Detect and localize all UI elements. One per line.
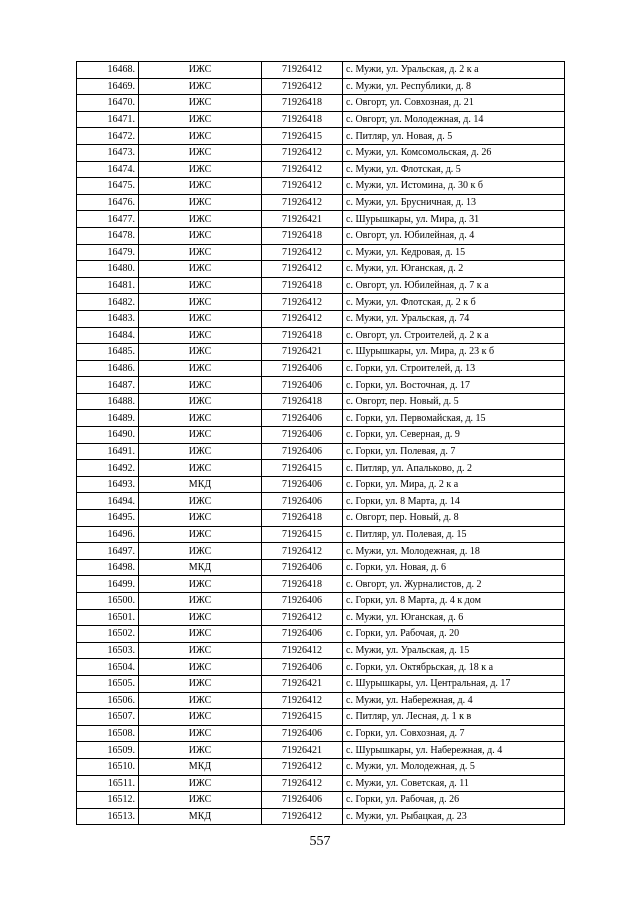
oktmo-code-cell: 71926406 bbox=[262, 792, 343, 809]
registry-table-body bbox=[77, 62, 565, 825]
building-type-cell: ИЖС bbox=[139, 642, 262, 659]
building-type-cell: ИЖС bbox=[139, 543, 262, 560]
table-row bbox=[77, 194, 565, 211]
table-row bbox=[77, 111, 565, 128]
building-type-cell: ИЖС bbox=[139, 178, 262, 195]
address-cell: с. Мужи, ул. Флотская, д. 5 bbox=[343, 161, 565, 178]
address-cell: с. Горки, ул. Восточная, д. 17 bbox=[343, 377, 565, 394]
row-number-cell: 16498. bbox=[77, 559, 139, 576]
oktmo-code-cell: 71926412 bbox=[262, 808, 343, 825]
row-number-cell: 16493. bbox=[77, 476, 139, 493]
address-cell: с. Овгорт, пер. Новый, д. 5 bbox=[343, 393, 565, 410]
table-row bbox=[77, 360, 565, 377]
row-number-cell: 16505. bbox=[77, 675, 139, 692]
building-type-cell: ИЖС bbox=[139, 111, 262, 128]
oktmo-code-cell: 71926415 bbox=[262, 526, 343, 543]
address-cell: с. Мужи, ул. Республики, д. 8 bbox=[343, 78, 565, 95]
address-cell: с. Горки, ул. Рабочая, д. 26 bbox=[343, 792, 565, 809]
building-type-cell: МКД bbox=[139, 758, 262, 775]
address-cell: с. Мужи, ул. Уральская, д. 15 bbox=[343, 642, 565, 659]
table-row bbox=[77, 709, 565, 726]
row-number-cell: 16477. bbox=[77, 211, 139, 228]
address-cell: с. Мужи, ул. Юганская, д. 2 bbox=[343, 261, 565, 278]
address-cell: с. Горки, ул. 8 Марта, д. 14 bbox=[343, 493, 565, 510]
row-number-cell: 16485. bbox=[77, 344, 139, 361]
building-type-cell: ИЖС bbox=[139, 792, 262, 809]
address-cell: с. Питляр, ул. Новая, д. 5 bbox=[343, 128, 565, 145]
oktmo-code-cell: 71926406 bbox=[262, 659, 343, 676]
address-cell: с. Горки, ул. Рабочая, д. 20 bbox=[343, 626, 565, 643]
address-cell: с. Мужи, ул. Кедровая, д. 15 bbox=[343, 244, 565, 261]
oktmo-code-cell: 71926406 bbox=[262, 559, 343, 576]
row-number-cell: 16500. bbox=[77, 593, 139, 610]
address-cell: с. Горки, ул. 8 Марта, д. 4 к дом bbox=[343, 593, 565, 610]
table-row bbox=[77, 211, 565, 228]
building-type-cell: ИЖС bbox=[139, 493, 262, 510]
row-number-cell: 16497. bbox=[77, 543, 139, 560]
building-type-cell: ИЖС bbox=[139, 626, 262, 643]
oktmo-code-cell: 71926406 bbox=[262, 725, 343, 742]
address-cell: с. Мужи, ул. Уральская, д. 2 к а bbox=[343, 62, 565, 79]
row-number-cell: 16503. bbox=[77, 642, 139, 659]
table-row bbox=[77, 294, 565, 311]
building-type-cell: ИЖС bbox=[139, 78, 262, 95]
table-row bbox=[77, 78, 565, 95]
row-number-cell: 16475. bbox=[77, 178, 139, 195]
address-cell: с. Мужи, ул. Истомина, д. 30 к б bbox=[343, 178, 565, 195]
address-cell: с. Овгорт, ул. Юбилейная, д. 4 bbox=[343, 227, 565, 244]
building-type-cell: ИЖС bbox=[139, 62, 262, 79]
oktmo-code-cell: 71926406 bbox=[262, 377, 343, 394]
building-type-cell: МКД bbox=[139, 808, 262, 825]
building-type-cell: МКД bbox=[139, 559, 262, 576]
row-number-cell: 16491. bbox=[77, 443, 139, 460]
oktmo-code-cell: 71926412 bbox=[262, 775, 343, 792]
oktmo-code-cell: 71926421 bbox=[262, 211, 343, 228]
oktmo-code-cell: 71926412 bbox=[262, 609, 343, 626]
address-cell: с. Шурышкары, ул. Центральная, д. 17 bbox=[343, 675, 565, 692]
building-type-cell: ИЖС bbox=[139, 609, 262, 626]
table-row bbox=[77, 742, 565, 759]
oktmo-code-cell: 71926406 bbox=[262, 360, 343, 377]
row-number-cell: 16469. bbox=[77, 78, 139, 95]
table-row bbox=[77, 244, 565, 261]
table-row bbox=[77, 161, 565, 178]
table-row bbox=[77, 576, 565, 593]
row-number-cell: 16486. bbox=[77, 360, 139, 377]
row-number-cell: 16468. bbox=[77, 62, 139, 79]
row-number-cell: 16490. bbox=[77, 427, 139, 444]
address-cell: с. Овгорт, ул. Совхозная, д. 21 bbox=[343, 95, 565, 112]
oktmo-code-cell: 71926412 bbox=[262, 758, 343, 775]
row-number-cell: 16470. bbox=[77, 95, 139, 112]
table-row bbox=[77, 675, 565, 692]
row-number-cell: 16473. bbox=[77, 144, 139, 161]
table-row bbox=[77, 95, 565, 112]
oktmo-code-cell: 71926406 bbox=[262, 410, 343, 427]
row-number-cell: 16484. bbox=[77, 327, 139, 344]
address-cell: с. Мужи, ул. Молодежная, д. 5 bbox=[343, 758, 565, 775]
oktmo-code-cell: 71926415 bbox=[262, 709, 343, 726]
address-cell: с. Питляр, ул. Апальково, д. 2 bbox=[343, 460, 565, 477]
table-row bbox=[77, 327, 565, 344]
row-number-cell: 16471. bbox=[77, 111, 139, 128]
table-row bbox=[77, 593, 565, 610]
table-row bbox=[77, 543, 565, 560]
oktmo-code-cell: 71926418 bbox=[262, 393, 343, 410]
address-cell: с. Горки, ул. Северная, д. 9 bbox=[343, 427, 565, 444]
row-number-cell: 16496. bbox=[77, 526, 139, 543]
oktmo-code-cell: 71926418 bbox=[262, 576, 343, 593]
address-cell: с. Мужи, ул. Брусничная, д. 13 bbox=[343, 194, 565, 211]
oktmo-code-cell: 71926421 bbox=[262, 344, 343, 361]
row-number-cell: 16488. bbox=[77, 393, 139, 410]
address-cell: с. Мужи, ул. Флотская, д. 2 к б bbox=[343, 294, 565, 311]
building-type-cell: МКД bbox=[139, 476, 262, 493]
row-number-cell: 16507. bbox=[77, 709, 139, 726]
oktmo-code-cell: 71926406 bbox=[262, 626, 343, 643]
row-number-cell: 16510. bbox=[77, 758, 139, 775]
oktmo-code-cell: 71926406 bbox=[262, 593, 343, 610]
oktmo-code-cell: 71926412 bbox=[262, 294, 343, 311]
table-row bbox=[77, 310, 565, 327]
row-number-cell: 16495. bbox=[77, 510, 139, 527]
row-number-cell: 16492. bbox=[77, 460, 139, 477]
address-cell: с. Горки, ул. Октябрьская, д. 18 к а bbox=[343, 659, 565, 676]
building-type-cell: ИЖС bbox=[139, 510, 262, 527]
building-type-cell: ИЖС bbox=[139, 526, 262, 543]
address-cell: с. Овгорт, ул. Молодежная, д. 14 bbox=[343, 111, 565, 128]
building-type-cell: ИЖС bbox=[139, 277, 262, 294]
oktmo-code-cell: 71926418 bbox=[262, 111, 343, 128]
oktmo-code-cell: 71926418 bbox=[262, 95, 343, 112]
table-row bbox=[77, 526, 565, 543]
row-number-cell: 16489. bbox=[77, 410, 139, 427]
row-number-cell: 16499. bbox=[77, 576, 139, 593]
row-number-cell: 16506. bbox=[77, 692, 139, 709]
oktmo-code-cell: 71926412 bbox=[262, 642, 343, 659]
building-type-cell: ИЖС bbox=[139, 144, 262, 161]
building-type-cell: ИЖС bbox=[139, 460, 262, 477]
building-type-cell: ИЖС bbox=[139, 775, 262, 792]
oktmo-code-cell: 71926406 bbox=[262, 427, 343, 444]
building-type-cell: ИЖС bbox=[139, 443, 262, 460]
oktmo-code-cell: 71926412 bbox=[262, 62, 343, 79]
table-row bbox=[77, 659, 565, 676]
building-type-cell: ИЖС bbox=[139, 194, 262, 211]
address-cell: с. Овгорт, ул. Журналистов, д. 2 bbox=[343, 576, 565, 593]
oktmo-code-cell: 71926418 bbox=[262, 277, 343, 294]
building-type-cell: ИЖС bbox=[139, 128, 262, 145]
address-cell: с. Питляр, ул. Лесная, д. 1 к в bbox=[343, 709, 565, 726]
oktmo-code-cell: 71926406 bbox=[262, 493, 343, 510]
table-row bbox=[77, 344, 565, 361]
address-cell: с. Горки, ул. Строителей, д. 13 bbox=[343, 360, 565, 377]
table-row bbox=[77, 642, 565, 659]
row-number-cell: 16480. bbox=[77, 261, 139, 278]
oktmo-code-cell: 71926406 bbox=[262, 443, 343, 460]
housing-registry-table bbox=[76, 61, 565, 825]
row-number-cell: 16479. bbox=[77, 244, 139, 261]
oktmo-code-cell: 71926418 bbox=[262, 510, 343, 527]
oktmo-code-cell: 71926418 bbox=[262, 227, 343, 244]
oktmo-code-cell: 71926418 bbox=[262, 327, 343, 344]
table-row bbox=[77, 393, 565, 410]
table-row bbox=[77, 725, 565, 742]
building-type-cell: ИЖС bbox=[139, 161, 262, 178]
building-type-cell: ИЖС bbox=[139, 344, 262, 361]
oktmo-code-cell: 71926412 bbox=[262, 144, 343, 161]
building-type-cell: ИЖС bbox=[139, 709, 262, 726]
row-number-cell: 16487. bbox=[77, 377, 139, 394]
row-number-cell: 16482. bbox=[77, 294, 139, 311]
oktmo-code-cell: 71926421 bbox=[262, 742, 343, 759]
table-row bbox=[77, 775, 565, 792]
table-row bbox=[77, 626, 565, 643]
table-row bbox=[77, 261, 565, 278]
row-number-cell: 16481. bbox=[77, 277, 139, 294]
row-number-cell: 16512. bbox=[77, 792, 139, 809]
oktmo-code-cell: 71926421 bbox=[262, 675, 343, 692]
table-row bbox=[77, 128, 565, 145]
building-type-cell: ИЖС bbox=[139, 692, 262, 709]
building-type-cell: ИЖС bbox=[139, 327, 262, 344]
building-type-cell: ИЖС bbox=[139, 742, 262, 759]
table-row bbox=[77, 443, 565, 460]
building-type-cell: ИЖС bbox=[139, 675, 262, 692]
building-type-cell: ИЖС bbox=[139, 410, 262, 427]
oktmo-code-cell: 71926412 bbox=[262, 692, 343, 709]
address-cell: с. Горки, ул. Полевая, д. 7 bbox=[343, 443, 565, 460]
table-row bbox=[77, 808, 565, 825]
address-cell: с. Шурышкары, ул. Набережная, д. 4 bbox=[343, 742, 565, 759]
address-cell: с. Питляр, ул. Полевая, д. 15 bbox=[343, 526, 565, 543]
table-row bbox=[77, 277, 565, 294]
address-cell: с. Мужи, ул. Уральская, д. 74 bbox=[343, 310, 565, 327]
building-type-cell: ИЖС bbox=[139, 576, 262, 593]
building-type-cell: ИЖС bbox=[139, 659, 262, 676]
row-number-cell: 16508. bbox=[77, 725, 139, 742]
row-number-cell: 16478. bbox=[77, 227, 139, 244]
table-row bbox=[77, 62, 565, 79]
oktmo-code-cell: 71926412 bbox=[262, 178, 343, 195]
table-row bbox=[77, 377, 565, 394]
address-cell: с. Горки, ул. Мира, д. 2 к а bbox=[343, 476, 565, 493]
row-number-cell: 16509. bbox=[77, 742, 139, 759]
building-type-cell: ИЖС bbox=[139, 95, 262, 112]
building-type-cell: ИЖС bbox=[139, 310, 262, 327]
address-cell: с. Мужи, ул. Рыбацкая, д. 23 bbox=[343, 808, 565, 825]
row-number-cell: 16474. bbox=[77, 161, 139, 178]
table-row bbox=[77, 692, 565, 709]
address-cell: с. Шурышкары, ул. Мира, д. 31 bbox=[343, 211, 565, 228]
table-row bbox=[77, 510, 565, 527]
table-row bbox=[77, 792, 565, 809]
table-row bbox=[77, 476, 565, 493]
address-cell: с. Горки, ул. Первомайская, д. 15 bbox=[343, 410, 565, 427]
table-row bbox=[77, 427, 565, 444]
oktmo-code-cell: 71926415 bbox=[262, 460, 343, 477]
row-number-cell: 16504. bbox=[77, 659, 139, 676]
address-cell: с. Шурышкары, ул. Мира, д. 23 к б bbox=[343, 344, 565, 361]
address-cell: с. Овгорт, пер. Новый, д. 8 bbox=[343, 510, 565, 527]
table-row bbox=[77, 493, 565, 510]
table-row bbox=[77, 758, 565, 775]
address-cell: с. Мужи, ул. Набережная, д. 4 bbox=[343, 692, 565, 709]
table-row bbox=[77, 609, 565, 626]
oktmo-code-cell: 71926415 bbox=[262, 128, 343, 145]
address-cell: с. Овгорт, ул. Юбилейная, д. 7 к а bbox=[343, 277, 565, 294]
table-row bbox=[77, 410, 565, 427]
address-cell: с. Мужи, ул. Советская, д. 11 bbox=[343, 775, 565, 792]
table-row bbox=[77, 460, 565, 477]
oktmo-code-cell: 71926412 bbox=[262, 261, 343, 278]
oktmo-code-cell: 71926412 bbox=[262, 543, 343, 560]
building-type-cell: ИЖС bbox=[139, 377, 262, 394]
row-number-cell: 16513. bbox=[77, 808, 139, 825]
row-number-cell: 16502. bbox=[77, 626, 139, 643]
oktmo-code-cell: 71926412 bbox=[262, 244, 343, 261]
table-row bbox=[77, 559, 565, 576]
row-number-cell: 16501. bbox=[77, 609, 139, 626]
row-number-cell: 16511. bbox=[77, 775, 139, 792]
row-number-cell: 16483. bbox=[77, 310, 139, 327]
address-cell: с. Овгорт, ул. Строителей, д. 2 к а bbox=[343, 327, 565, 344]
address-cell: с. Мужи, ул. Комсомольская, д. 26 bbox=[343, 144, 565, 161]
address-cell: с. Горки, ул. Новая, д. 6 bbox=[343, 559, 565, 576]
oktmo-code-cell: 71926412 bbox=[262, 194, 343, 211]
building-type-cell: ИЖС bbox=[139, 427, 262, 444]
table-row bbox=[77, 178, 565, 195]
table-row bbox=[77, 227, 565, 244]
building-type-cell: ИЖС bbox=[139, 725, 262, 742]
address-cell: с. Мужи, ул. Юганская, д. 6 bbox=[343, 609, 565, 626]
oktmo-code-cell: 71926412 bbox=[262, 161, 343, 178]
oktmo-code-cell: 71926412 bbox=[262, 78, 343, 95]
address-cell: с. Мужи, ул. Молодежная, д. 18 bbox=[343, 543, 565, 560]
building-type-cell: ИЖС bbox=[139, 227, 262, 244]
address-cell: с. Горки, ул. Совхозная, д. 7 bbox=[343, 725, 565, 742]
building-type-cell: ИЖС bbox=[139, 244, 262, 261]
building-type-cell: ИЖС bbox=[139, 393, 262, 410]
building-type-cell: ИЖС bbox=[139, 294, 262, 311]
row-number-cell: 16476. bbox=[77, 194, 139, 211]
building-type-cell: ИЖС bbox=[139, 211, 262, 228]
building-type-cell: ИЖС bbox=[139, 360, 262, 377]
page-number: 557 bbox=[309, 834, 331, 849]
table-row bbox=[77, 144, 565, 161]
oktmo-code-cell: 71926412 bbox=[262, 310, 343, 327]
building-type-cell: ИЖС bbox=[139, 593, 262, 610]
row-number-cell: 16472. bbox=[77, 128, 139, 145]
row-number-cell: 16494. bbox=[77, 493, 139, 510]
building-type-cell: ИЖС bbox=[139, 261, 262, 278]
oktmo-code-cell: 71926406 bbox=[262, 476, 343, 493]
